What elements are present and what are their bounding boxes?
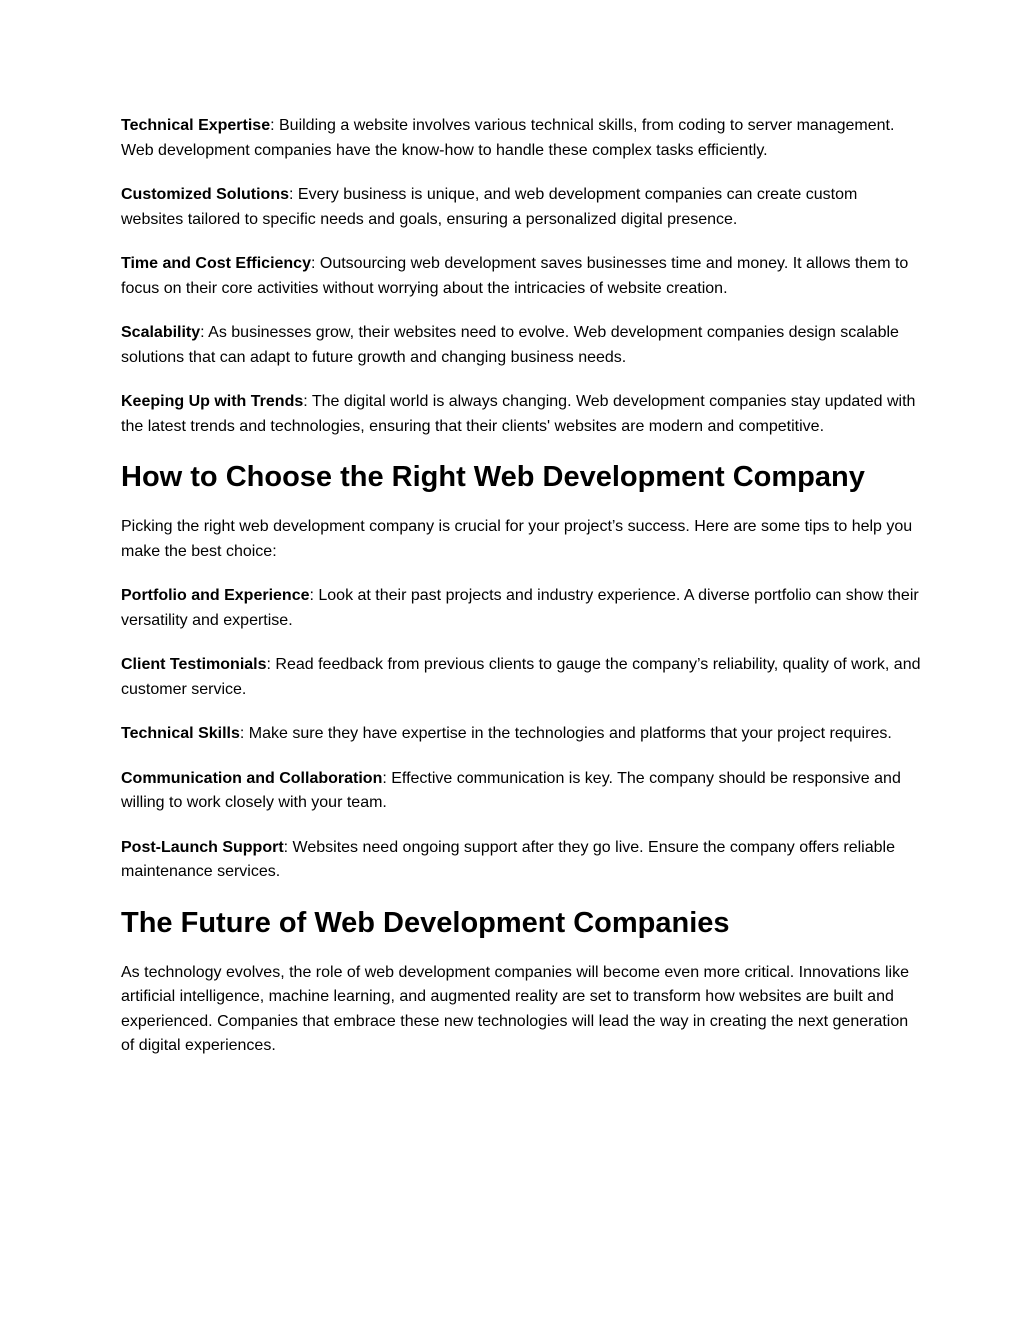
text-technical-expertise: : Building a website involves various technical skills, from coding to server management. Web development companies have the know-how to handle these complex tasks efficiently. [121, 117, 895, 159]
term-technical-expertise: Technical Expertise [121, 117, 271, 134]
paragraph-choose-intro: Picking the right web development company is crucial for your project’s success. Here are some tips to help you make the best choice: [121, 518, 913, 560]
term-post-launch-support: Post-Launch Support [121, 838, 284, 856]
term-scalability: Scalability [121, 324, 201, 341]
term-customized-solutions: Customized Solutions [121, 186, 289, 203]
paragraph-portfolio-experience [121, 584, 921, 633]
text-client-testimonials: : Read feedback from previous clients to gauge the company’s reliability, quality of work, and customer service. [121, 656, 921, 698]
term-client-testimonials: Client Testimonials [121, 656, 267, 673]
heading-how-to-choose: How to Choose the Right Web Development Company [121, 461, 865, 493]
term-portfolio-experience: Portfolio and Experience [121, 587, 310, 604]
paragraph-keeping-up-with-trends [121, 390, 921, 439]
paragraph-scalability [121, 321, 921, 370]
text-scalability: : As businesses grow, their websites need to evolve. Web development companies design scalable solutions that can adapt to future growth and changing business needs. [121, 324, 899, 366]
paragraph-future: As technology evolves, the role of web development companies will become even more critical. Innovations like artificial intelligence, machine learning, and augmented reality are set to transform how websites are built and experienced. Companies that embrace these new technologies will lead the way in creating the next generation of digital experiences. [121, 963, 909, 1054]
term-communication-collaboration: Communication and Collaboration [121, 769, 383, 787]
text-post-launch-support: : Websites need ongoing support after they go live. Ensure the company offers reliable maintenance services. [121, 838, 895, 880]
term-keeping-up-with-trends: Keeping Up with Trends [121, 393, 304, 410]
text-keeping-up-with-trends: : The digital world is always changing. Web development companies stay updated with the latest trends and technologies, ensuring that their clients' websites are modern and competitive. [121, 393, 916, 435]
text-time-cost-efficiency: : Outsourcing web development saves businesses time and money. It allows them to focus on their core activities without worrying about the intricacies of website creation. [121, 255, 909, 297]
term-time-cost-efficiency: Time and Cost Efficiency [121, 255, 311, 272]
heading-future: The Future of Web Development Companies [121, 906, 730, 939]
text-customized-solutions: : Every business is unique, and web development companies can create custom websites tailored to specific needs and goals, ensuring a personalized digital presence. [121, 186, 858, 228]
text-communication-collaboration: : Effective communication is key. The company should be responsive and willing to work closely with your team. [121, 769, 901, 811]
term-technical-skills: Technical Skills [121, 725, 240, 742]
paragraph-post-launch-support [121, 836, 921, 885]
paragraph-client-testimonials [121, 653, 921, 702]
paragraph-technical-expertise [121, 114, 921, 163]
paragraph-technical-skills [121, 722, 921, 747]
text-technical-skills: : Make sure they have expertise in the technologies and platforms that your project requires. [239, 725, 892, 742]
paragraph-communication-collaboration [121, 767, 921, 816]
text-portfolio-experience: : Look at their past projects and industry experience. A diverse portfolio can show their versatility and expertise. [121, 587, 919, 629]
paragraph-customized-solutions [121, 183, 921, 232]
paragraph-time-cost-efficiency [121, 252, 921, 301]
